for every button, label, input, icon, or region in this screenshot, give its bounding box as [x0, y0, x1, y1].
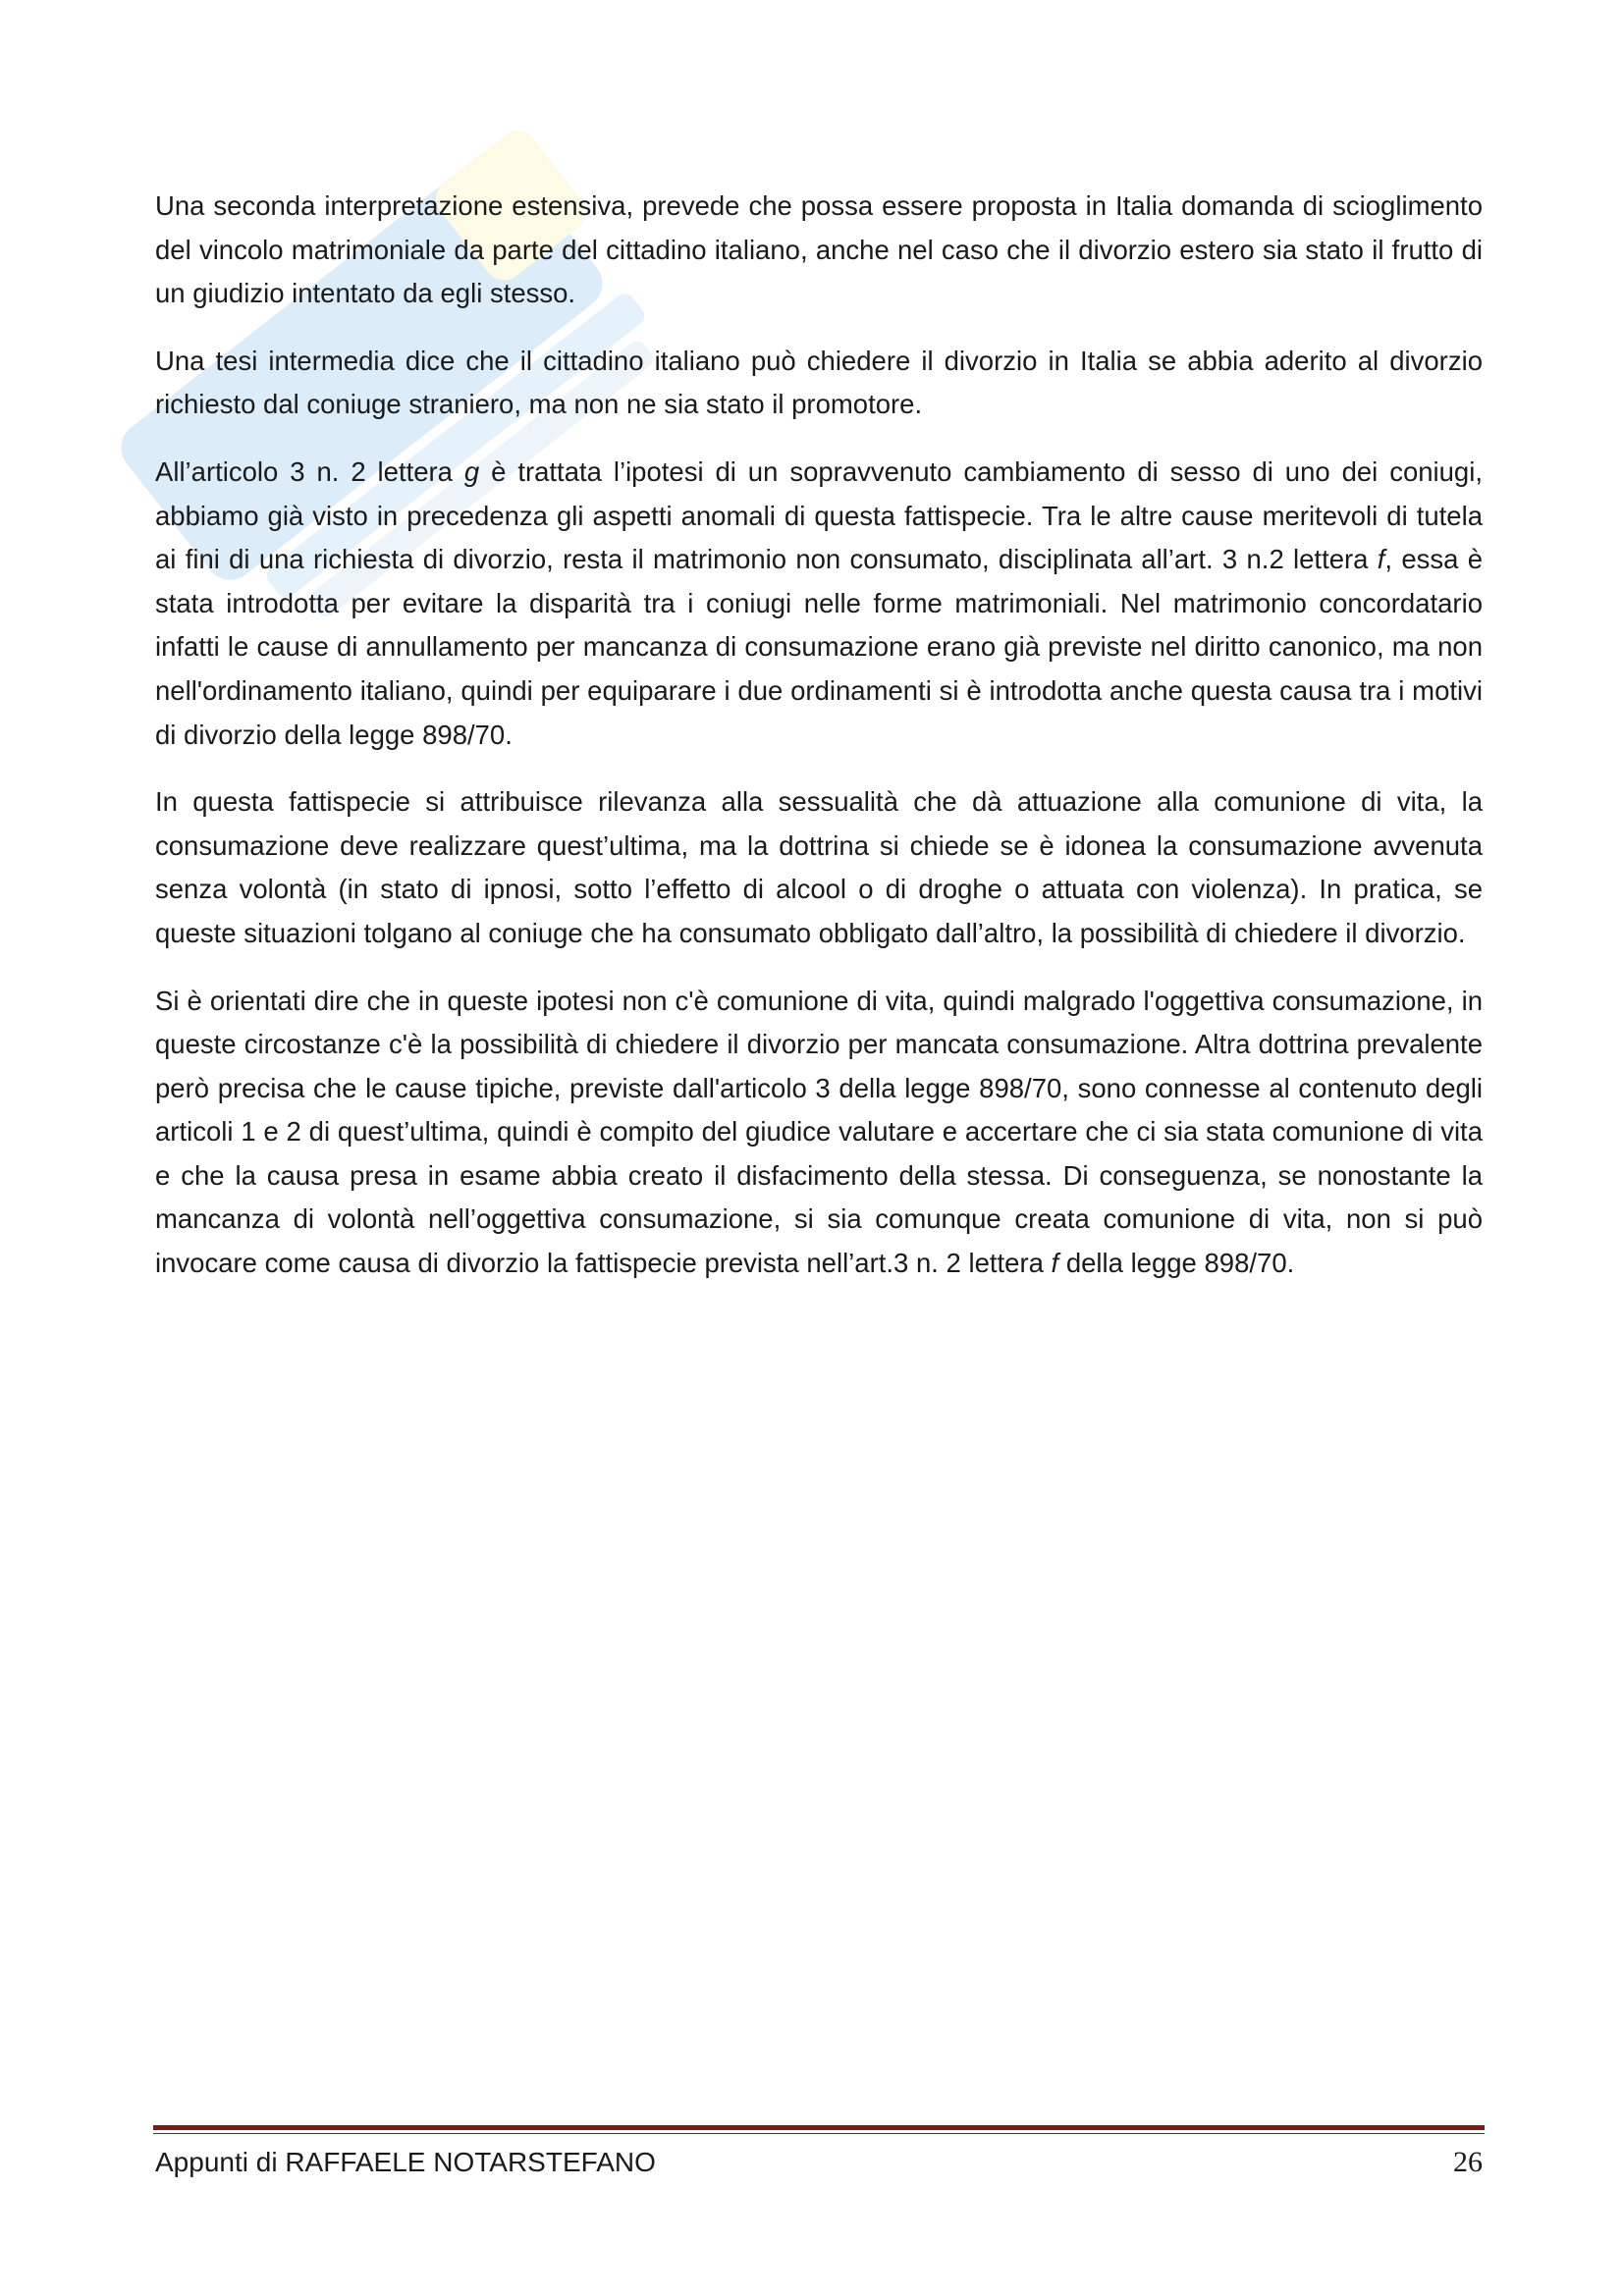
- page-number: 26: [1453, 2146, 1483, 2178]
- paragraph-italic-run: f: [1051, 1248, 1059, 1279]
- paragraph: [155, 980, 1483, 1286]
- paragraph: [155, 340, 1483, 427]
- paragraph-italic-run: f: [1377, 544, 1385, 575]
- footer-rule: [153, 2125, 1485, 2130]
- paragraph: [155, 780, 1483, 955]
- document-body: [155, 185, 1483, 1309]
- paragraph-run: , essa è stata introdotta per evitare la disparità tra i coniugi nelle forme matrimoniali. Nel matrimonio concordatario infatti le cause di annullamento per mancanza di consumazione erano già previste nel diritto canonico, ma non nell'ordinamento italiano, quindi per equiparare i due ordinamenti si è introdotta anche questa causa tra i motivi di divorzio della legge 898/70.: [155, 544, 1483, 750]
- paragraph-run: In questa fattispecie si attribuisce rilevanza alla sessualità che dà attuazione alla comunione di vita, la consumazione deve realizzare quest’ultima, ma la dottrina si chiede se è idonea la consumazione avvenuta senza volontà (in stato di ipnosi, sotto l’effetto di alcool o di droghe o attuata con violenza). In pratica, se queste situazioni tolgano al coniuge che ha consumato obbligato dall’altro, la possibilità di chiedere il divorzio.: [155, 786, 1483, 948]
- paragraph-run: Una seconda interpretazione estensiva, prevede che possa essere proposta in Italia domanda di scioglimento del vincolo matrimoniale da parte del cittadino italiano, anche nel caso che il divorzio estero sia stato il frutto di un giudizio intentato da egli stesso.: [155, 190, 1483, 309]
- paragraph-run: è trattata l’ipotesi di un sopravvenuto cambiamento di sesso di uno dei coniugi, abbiamo già visto in precedenza gli aspetti anomali di questa fattispecie. Tra le altre cause meritevoli di tutela ai fini di una richiesta di divorzio, resta il matrimonio non consumato, disciplinata all’art. 3 n.2 lettera: [155, 455, 1483, 575]
- paragraph-run: Una tesi intermedia dice che il cittadino italiano può chiedere il divorzio in Italia se abbia aderito al divorzio richiesto dal coniuge straniero, ma non ne sia stato il promotore.: [155, 345, 1483, 420]
- page-footer: [155, 2141, 1483, 2184]
- paragraph-run: Si è orientati dire che in queste ipotesi non c'è comunione di vita, quindi malgrado l'oggettiva consumazione, in queste circostanze c'è la possibilità di chiedere il divorzio per mancata consumazione. Altra dottrina prevalente però precisa che le cause tipiche, previste dall'articolo 3 della legge 898/70, sono connesse al contenuto degli articoli 1 e 2 di quest’ultima, quindi è compito del giudice valutare e accertare che ci sia stata comunione di vita e che la causa presa in esame abbia creato il disfacimento della stessa. Di conseguenza, se nonostante la mancanza di volontà nell’oggettiva consumazione, si sia comunque creata comunione di vita, non si può invocare come causa di divorzio la fattispecie prevista nell’art.3 n. 2 lettera: [155, 985, 1483, 1279]
- paragraph-run: della legge 898/70.: [1058, 1248, 1295, 1279]
- paragraph: [155, 451, 1483, 757]
- paragraph: [155, 185, 1483, 316]
- footer-author: Appunti di RAFFAELE NOTARSTEFANO: [155, 2147, 656, 2177]
- paragraph-run: All’articolo 3 n. 2 lettera: [155, 455, 464, 487]
- footer-rule-thin: [153, 2133, 1485, 2134]
- paragraph-italic-run: g: [463, 455, 480, 487]
